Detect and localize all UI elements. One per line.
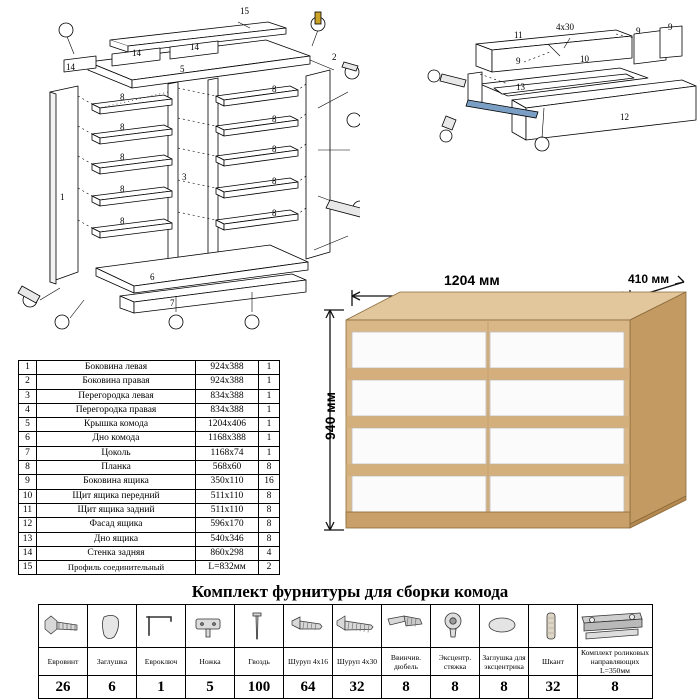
fittings-count-row — [39, 676, 653, 699]
svg-text:8: 8 — [272, 176, 277, 186]
svg-text:9: 9 — [636, 26, 641, 36]
svg-text:10: 10 — [580, 54, 589, 64]
table-row: 6 Дно комода 1168x388 1 — [19, 432, 280, 446]
fitting-count: 8 — [382, 676, 431, 699]
parts-table — [18, 360, 280, 575]
table-row: 14 Стенка задняя 860х298 4 — [19, 546, 280, 560]
table-row: 2 Боковина правая 924x388 1 — [19, 375, 280, 389]
svg-text:14: 14 — [132, 48, 141, 58]
fitting-count: 26 — [39, 676, 88, 699]
svg-text:8: 8 — [120, 216, 125, 226]
svg-text:15: 15 — [240, 6, 249, 16]
cap-icon — [88, 605, 137, 648]
table-row: 4 Перегородка правая 834x388 1 — [19, 403, 280, 417]
nail-icon — [235, 605, 284, 648]
table-row: 3 Перегородка левая 834x388 1 — [19, 389, 280, 403]
fitting-count: 64 — [284, 676, 333, 699]
svg-text:8: 8 — [272, 208, 277, 218]
fitting-name: Шуруп 4х30 — [333, 648, 382, 676]
fitting-count: 32 — [333, 676, 382, 699]
svg-text:4х30: 4х30 — [556, 22, 574, 32]
svg-text:8: 8 — [120, 92, 125, 102]
fitting-name: Гвоздь — [235, 648, 284, 676]
svg-text:11: 11 — [514, 30, 523, 40]
drawer-assembly-diagram — [420, 4, 700, 164]
parts-table-body — [19, 361, 280, 575]
table-row: 5 Крышка комода 1204x406 1 — [19, 418, 280, 432]
svg-text:14: 14 — [66, 62, 75, 72]
dowel-icon — [529, 605, 578, 648]
table-row: 10 Щит ящика передний 511x110 8 — [19, 489, 280, 503]
depth-dimension-label: 410 мм — [628, 272, 670, 286]
svg-text:13: 13 — [516, 82, 525, 92]
fitting-count: 8 — [578, 676, 653, 699]
table-row: 1 Боковина левая 924x388 1 — [19, 361, 280, 375]
fittings-name-row — [39, 648, 653, 676]
fitting-count: 6 — [88, 676, 137, 699]
table-row: 9 Боковина ящика 350x110 16 — [19, 475, 280, 489]
euro-screw-icon — [39, 605, 88, 648]
svg-text:8: 8 — [120, 184, 125, 194]
cam-lock-icon — [431, 605, 480, 648]
svg-text:8: 8 — [272, 144, 277, 154]
fitting-name: Заглушка — [88, 648, 137, 676]
svg-text:7: 7 — [170, 298, 175, 308]
fitting-count: 32 — [529, 676, 578, 699]
fitting-count: 1 — [137, 676, 186, 699]
fitting-name: Эксцентр. стяжка — [431, 648, 480, 676]
svg-text:9: 9 — [516, 56, 521, 66]
table-row: 7 Цоколь 1168х74 1 — [19, 446, 280, 460]
dowel-screw-icon — [382, 605, 431, 648]
svg-text:14: 14 — [190, 42, 199, 52]
fitting-name: Ввинчив. дюбель — [382, 648, 431, 676]
fitting-count: 8 — [480, 676, 529, 699]
product-dimensions-figure — [300, 262, 700, 574]
svg-text:1: 1 — [60, 192, 65, 202]
svg-text:2: 2 — [332, 52, 337, 62]
fitting-count: 8 — [431, 676, 480, 699]
fittings-icon-row — [39, 605, 653, 648]
svg-text:6: 6 — [150, 272, 155, 282]
fittings-title: Комплект фурнитуры для сборки комода — [191, 582, 509, 601]
screw-4x30-icon — [333, 605, 382, 648]
drawer-slide-icon — [578, 605, 653, 648]
table-row: 13 Дно ящика 540х346 8 — [19, 532, 280, 546]
table-row: 12 Фасад ящика 596x170 8 — [19, 518, 280, 532]
fitting-name: Евроключ — [137, 648, 186, 676]
svg-text:5: 5 — [180, 64, 185, 74]
height-dimension-label-wrap — [322, 392, 370, 456]
width-dimension-label: 1204 мм — [444, 272, 500, 288]
svg-text:8: 8 — [120, 122, 125, 132]
height-dimension-label: 940 мм — [322, 392, 338, 440]
fitting-name: Комплект роликовых направляющих L=350мм — [578, 648, 653, 676]
table-row: 11 Щит ящика задний 511x110 8 — [19, 503, 280, 517]
foot-icon — [186, 605, 235, 648]
table-row: 8 Планка 568x60 8 — [19, 461, 280, 475]
svg-text:8: 8 — [272, 114, 277, 124]
euro-key-icon — [137, 605, 186, 648]
fitting-count: 100 — [235, 676, 284, 699]
fitting-name: Заглушка для эксцентрика — [480, 648, 529, 676]
svg-text:8: 8 — [120, 152, 125, 162]
screw-4x16-icon — [284, 605, 333, 648]
fitting-name: Ножка — [186, 648, 235, 676]
svg-text:8: 8 — [272, 84, 277, 94]
fitting-name: Шкант — [529, 648, 578, 676]
svg-text:12: 12 — [620, 112, 629, 122]
fitting-name: Шуруп 4х16 — [284, 648, 333, 676]
cam-cap-icon — [480, 605, 529, 648]
svg-text:3: 3 — [182, 172, 187, 182]
fitting-count: 5 — [186, 676, 235, 699]
table-row: 15 Профиль соединительный L=832мм 2 — [19, 561, 280, 575]
svg-text:9: 9 — [668, 22, 673, 32]
fittings-table — [38, 604, 653, 699]
fitting-name: Евровинт — [39, 648, 88, 676]
